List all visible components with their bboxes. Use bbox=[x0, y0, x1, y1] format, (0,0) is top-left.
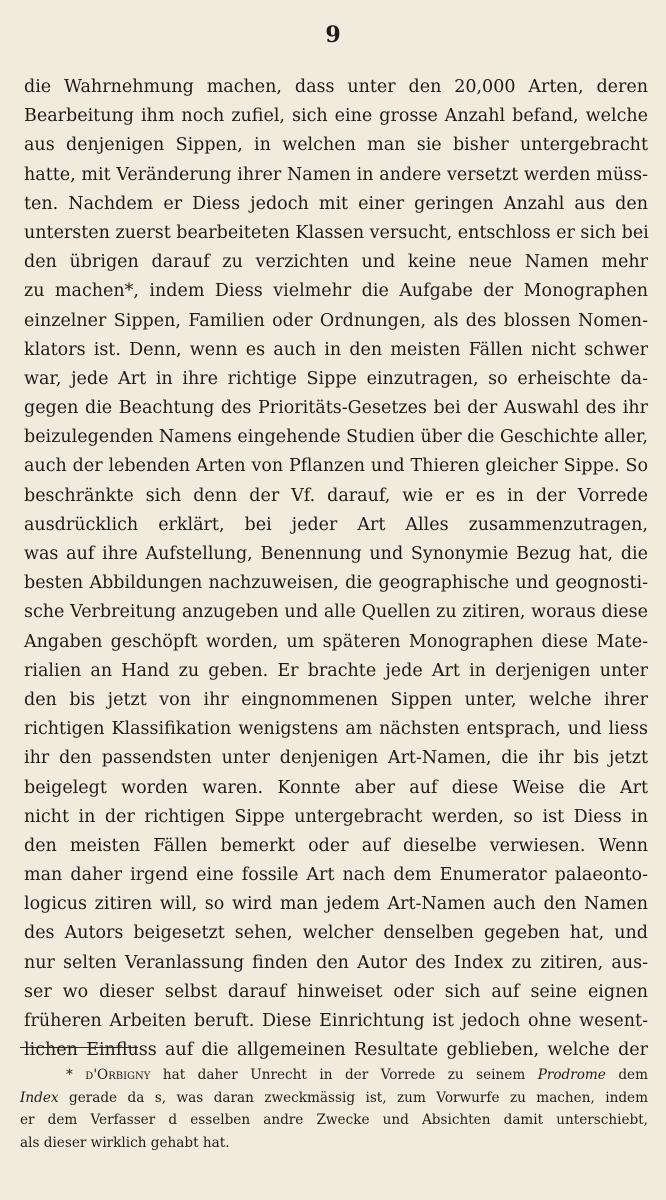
footnote-index-term: Index bbox=[20, 1089, 59, 1106]
footnote-line: als dieser wirklich gehabt hat. bbox=[20, 1134, 230, 1151]
footnote-text: hat daher Unrecht in der Vorrede zu seinem bbox=[150, 1067, 538, 1083]
text-line: die Wahrnehmung machen, dass unter den 20,000 Arten, deren bbox=[24, 77, 648, 97]
text-line: ausdrücklich erklärt, bei jeder Art Alles zusammenzutragen, bbox=[24, 514, 648, 535]
text-line: man daher irgend eine fossile Art nach dem Enumerator palaeonto- bbox=[24, 865, 648, 886]
text-line: beizulegenden Namens eingehende Studien über die Geschichte aller, bbox=[24, 427, 648, 448]
footnote-line bbox=[20, 1064, 648, 1087]
text-line: des Autors beigesetzt sehen, welcher denselben gegeben hat, und bbox=[24, 923, 648, 944]
text-line: ten. Nachdem er Diess jedoch mit einer geringen Anzahl aus den bbox=[24, 193, 648, 214]
footnote-work-title: Prodrome bbox=[537, 1067, 606, 1083]
text-line: logicus zitiren will, so wird man jedem Art-Namen auch den Namen bbox=[24, 894, 648, 915]
text-line: besten Abbildungen nachzuweisen, die geographische und geognosti- bbox=[24, 573, 648, 594]
text-line: sche Verbreitung anzugeben und alle Quellen zu zitiren, woraus diese bbox=[24, 602, 648, 623]
text-line: den übrigen darauf zu verzichten und keine neue Namen mehr bbox=[24, 252, 648, 273]
text-line: einzelner Sippen, Familien oder Ordnungen, als des blossen Nomen- bbox=[24, 310, 648, 331]
text-line: zu machen*, indem Diess vielmehr die Aufgabe der Monographen bbox=[24, 281, 648, 302]
text-line: beschränkte sich denn der Vf. darauf, wie er es in der Vorrede bbox=[24, 485, 648, 506]
text-line: den bis jetzt von ihr eingnommenen Sippen unter, welche ihrer bbox=[24, 689, 648, 710]
footnote-marker: * bbox=[66, 1067, 73, 1083]
text-line: ser wo dieser selbst darauf hinweiset oder sich auf seine eignen bbox=[24, 981, 648, 1002]
text-line: lichen Einfluss auf die allgemeinen Resultate geblieben, welche der bbox=[24, 1040, 648, 1061]
text-line: nicht in der richtigen Sippe untergebracht werden, so ist Diess in bbox=[24, 806, 648, 827]
text-line: Angaben geschöpft worden, um späteren Monographen diese Mate- bbox=[24, 631, 648, 652]
footnote-rule bbox=[20, 1047, 138, 1048]
text-line: den meisten Fällen bemerkt oder auf dieselbe verwiesen. Wenn bbox=[24, 835, 648, 856]
text-line: gegen die Beachtung des Prioritäts-Gesetzes bei der Auswahl des ihr bbox=[24, 398, 648, 419]
text-line: nur selten Veranlassung finden den Autor des Index zu zitiren, aus- bbox=[24, 952, 648, 973]
text-line: aus denjenigen Sippen, in welchen man sie bisher untergebracht bbox=[24, 135, 648, 156]
text-line: richtigen Klassifikation wenigstens am nächsten entsprach, und liess bbox=[24, 719, 648, 740]
footnote bbox=[20, 1064, 648, 1154]
footnote-line bbox=[20, 1087, 648, 1110]
text-line: rialien an Hand zu geben. Er brachte jede Art in derjenigen unter bbox=[24, 660, 648, 681]
footnote-text: gerade da s, was daran zweckmässig ist, zum Vorwurfe zu machen, indem bbox=[58, 1089, 648, 1106]
text-line: untersten zuerst bearbeiteten Klassen versucht, entschloss er sich bei bbox=[24, 222, 649, 243]
text-line: Bearbeitung ihm noch zufiel, sich eine grosse Anzahl befand, welche bbox=[24, 106, 648, 127]
text-line: war, jede Art in ihre richtige Sippe einzutragen, so erheischte da- bbox=[24, 368, 648, 389]
page-number: 9 bbox=[325, 22, 341, 48]
footnote-line: er dem Verfasser d esselben andre Zwecke und Absichten damit unterschiebt, bbox=[20, 1112, 648, 1128]
body-text bbox=[24, 73, 648, 1065]
text-line: hatte, mit Veränderung ihrer Namen in andere versetzt werden müss- bbox=[24, 164, 648, 185]
footnote-author: d'Orbigny bbox=[85, 1067, 151, 1083]
text-line: klators ist. Denn, wenn es auch in den meisten Fällen nicht schwer bbox=[24, 339, 648, 360]
text-line: was auf ihre Aufstellung, Benennung und Synonymie Bezug hat, die bbox=[24, 544, 648, 564]
footnote-text: dem bbox=[605, 1067, 648, 1083]
text-line: beigelegt worden waren. Konnte aber auf diese Weise die Art bbox=[24, 777, 648, 798]
text-line: ihr den passendsten unter denjenigen Art-Namen, die ihr bis jetzt bbox=[24, 748, 648, 769]
text-line: früheren Arbeiten beruft. Diese Einrichtung ist jedoch ohne wesent- bbox=[24, 1011, 648, 1031]
text-line: auch der lebenden Arten von Pflanzen und Thieren gleicher Sippe. So bbox=[24, 456, 648, 477]
